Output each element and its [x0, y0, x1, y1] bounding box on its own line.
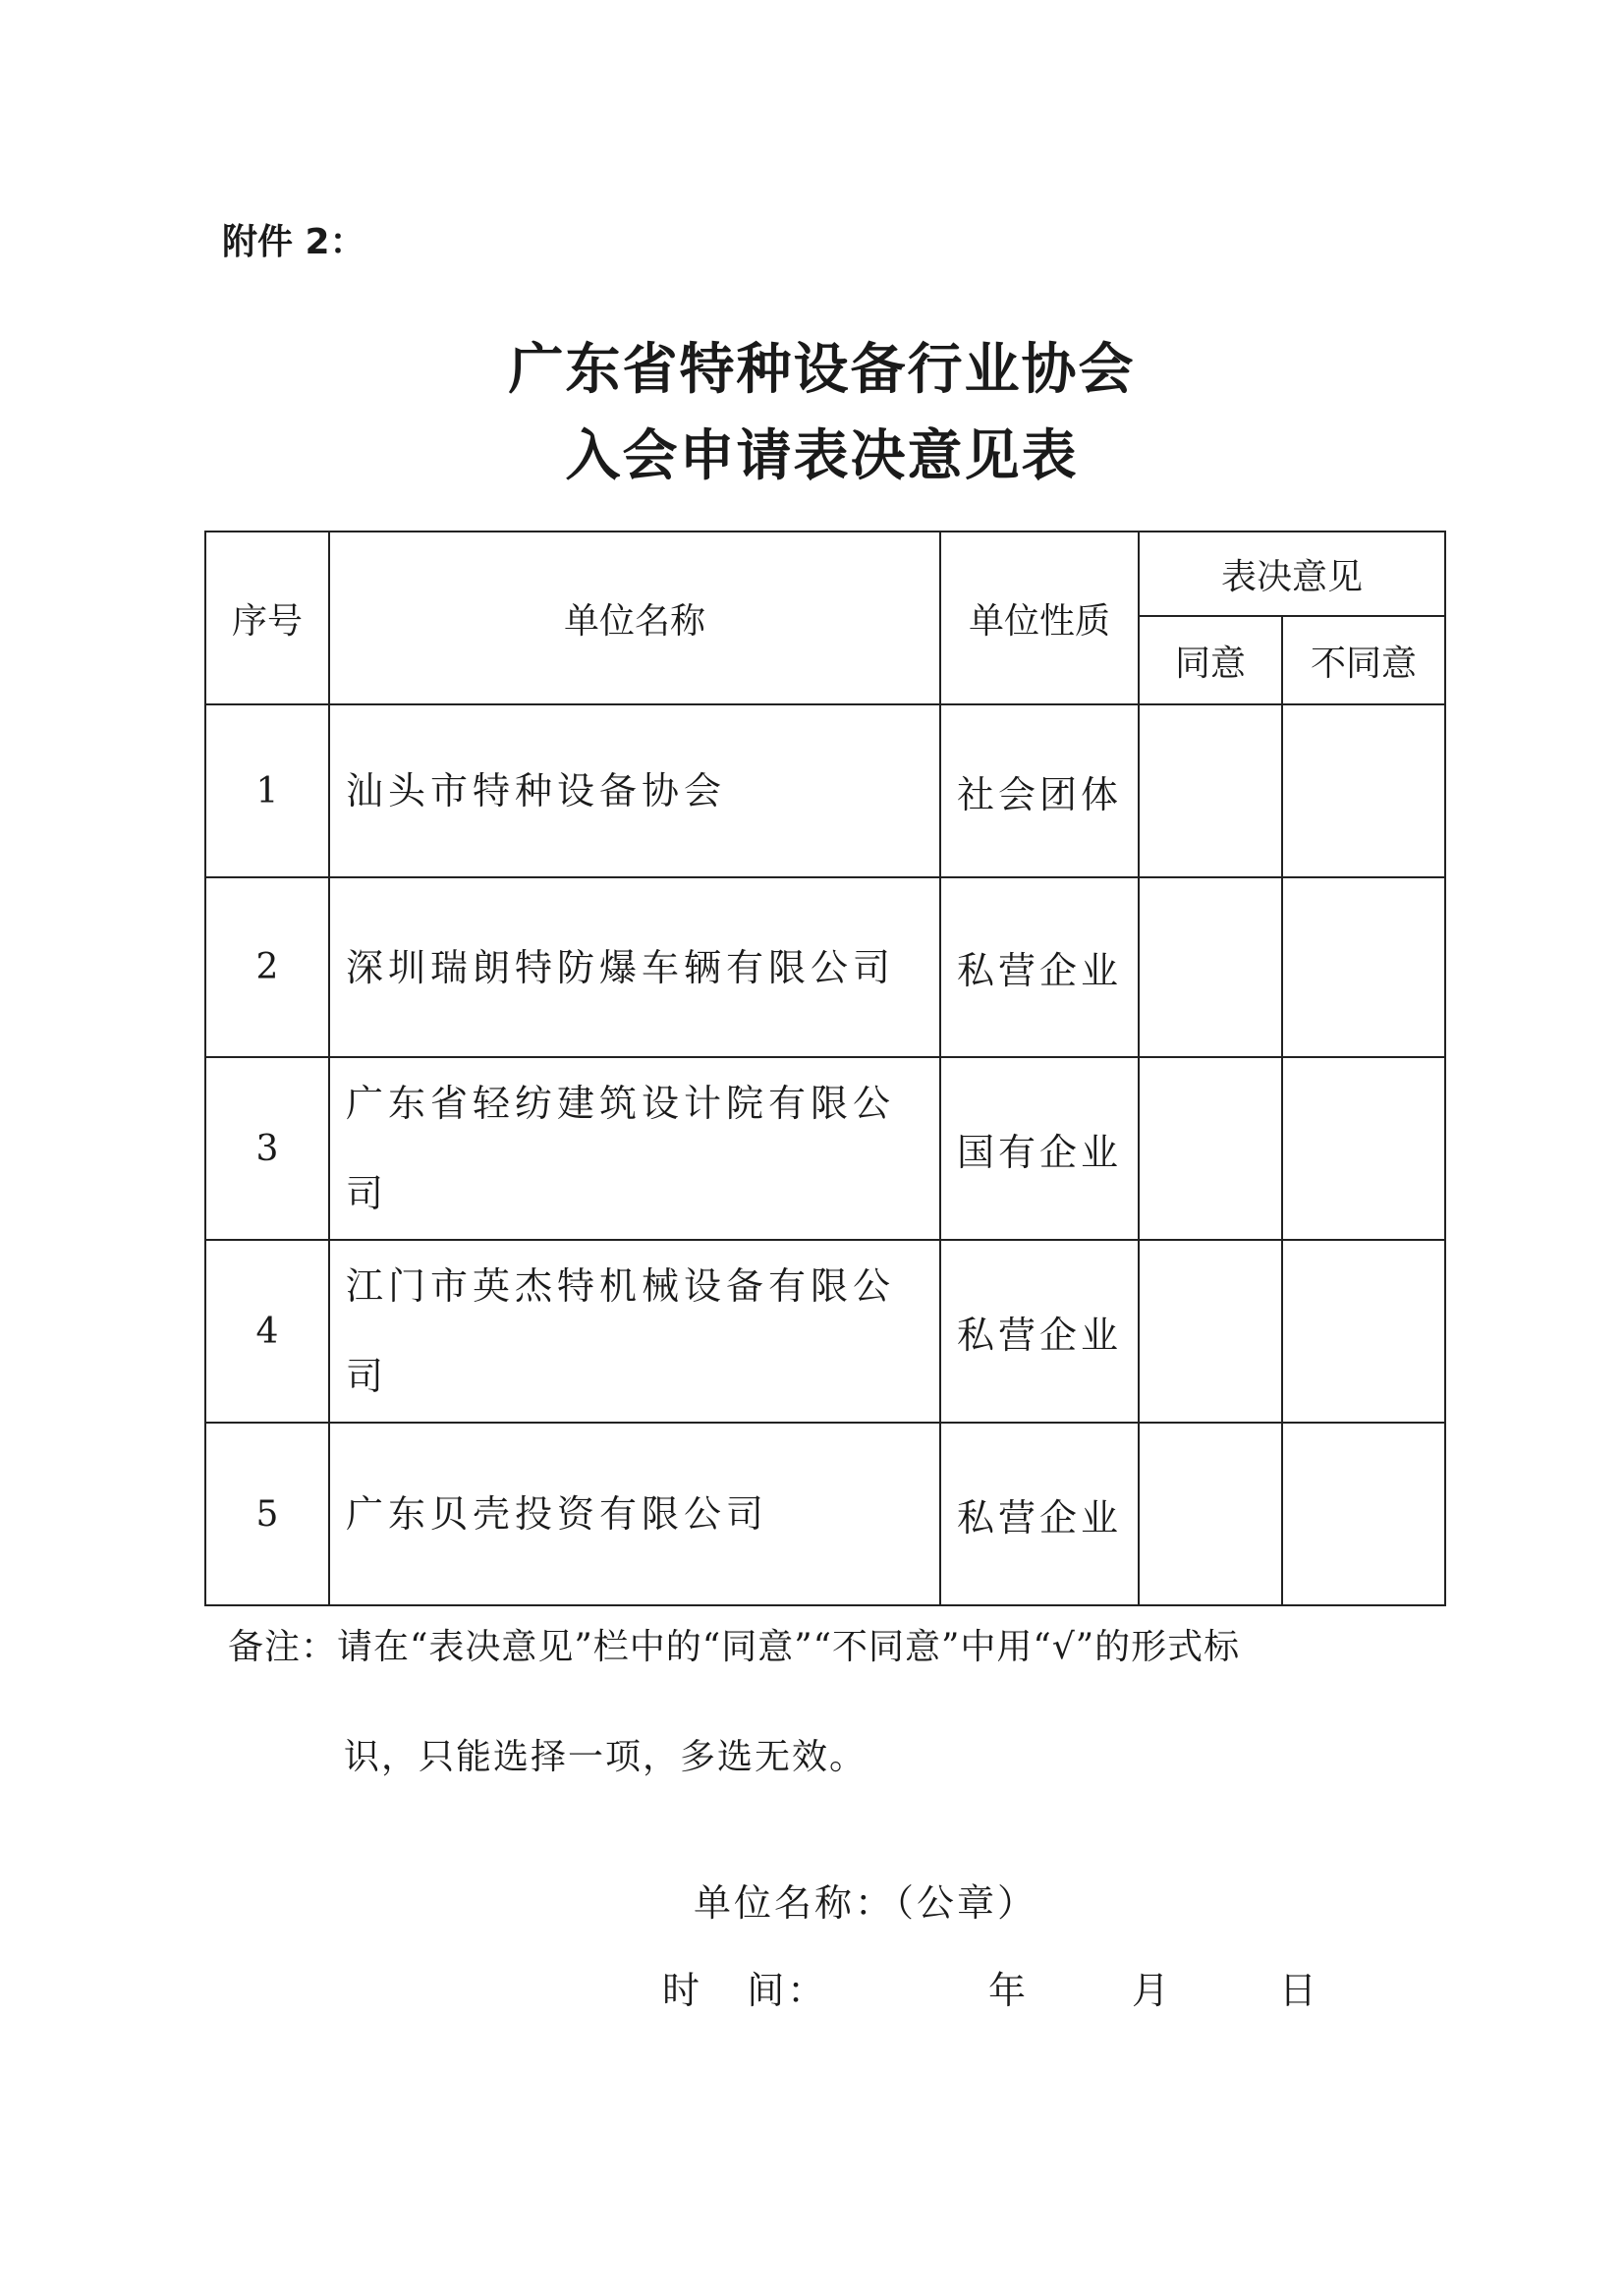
row-unit-nature: 私营企业 [940, 877, 1139, 1057]
disagree-cell[interactable] [1282, 1423, 1445, 1605]
row-unit-name: 江门市英杰特机械设备有限公司 [329, 1240, 940, 1423]
table-row [205, 1423, 1445, 1605]
vote-table [204, 531, 1446, 1606]
agree-cell[interactable] [1139, 1240, 1282, 1423]
signature-day-label: 日 [1279, 1969, 1320, 2012]
signature-time-label: 时 间： [662, 1969, 828, 2012]
row-unit-name: 深圳瑞朗特防爆车辆有限公司 [329, 877, 940, 1057]
row-unit-name: 广东省轻纺建筑设计院有限公司 [329, 1057, 940, 1240]
header-name: 单位名称 [329, 532, 940, 704]
row-seq: 5 [205, 1423, 329, 1605]
footnote-line-2: 识，只能选择一项，多选无效。 [344, 1737, 868, 1777]
disagree-cell[interactable] [1282, 877, 1445, 1057]
table-row [205, 1240, 1445, 1423]
header-disagree: 不同意 [1282, 616, 1445, 704]
table-row [205, 704, 1445, 877]
agree-cell[interactable] [1139, 704, 1282, 877]
table-row [205, 1057, 1445, 1240]
row-unit-name: 汕头市特种设备协会 [329, 704, 940, 877]
footnote-line-1: 备注：请在“表决意见”栏中的“同意”“不同意”中用“√”的形式标 [228, 1627, 1241, 1667]
agree-cell[interactable] [1139, 1057, 1282, 1240]
disagree-cell[interactable] [1282, 1057, 1445, 1240]
row-seq: 4 [205, 1240, 329, 1423]
header-nature: 单位性质 [940, 532, 1139, 704]
header-agree: 同意 [1139, 616, 1282, 704]
row-seq: 3 [205, 1057, 329, 1240]
signature-year-label: 年 [988, 1969, 1030, 2012]
row-unit-name: 广东贝壳投资有限公司 [329, 1423, 940, 1605]
agree-cell[interactable] [1139, 877, 1282, 1057]
table-row [205, 877, 1445, 1057]
row-seq: 2 [205, 877, 329, 1057]
agree-cell[interactable] [1139, 1423, 1282, 1605]
row-unit-nature: 国有企业 [940, 1057, 1139, 1240]
disagree-cell[interactable] [1282, 704, 1445, 877]
signature-month-label: 月 [1132, 1969, 1173, 2012]
row-seq: 1 [205, 704, 329, 877]
signature-unit-label: 单位名称：（公章） [694, 1881, 1038, 1925]
header-seq: 序号 [205, 532, 329, 704]
row-unit-nature: 社会团体 [940, 704, 1139, 877]
disagree-cell[interactable] [1282, 1240, 1445, 1423]
attachment-label: 附件 2： [222, 222, 365, 262]
document-title: 广东省特种设备行业协会 [508, 338, 1136, 402]
row-unit-nature: 私营企业 [940, 1240, 1139, 1423]
header-vote: 表决意见 [1139, 532, 1445, 616]
footnote [228, 1619, 1240, 1786]
document-subtitle: 入会申请表决意见表 [565, 424, 1079, 488]
row-unit-nature: 私营企业 [940, 1423, 1139, 1605]
